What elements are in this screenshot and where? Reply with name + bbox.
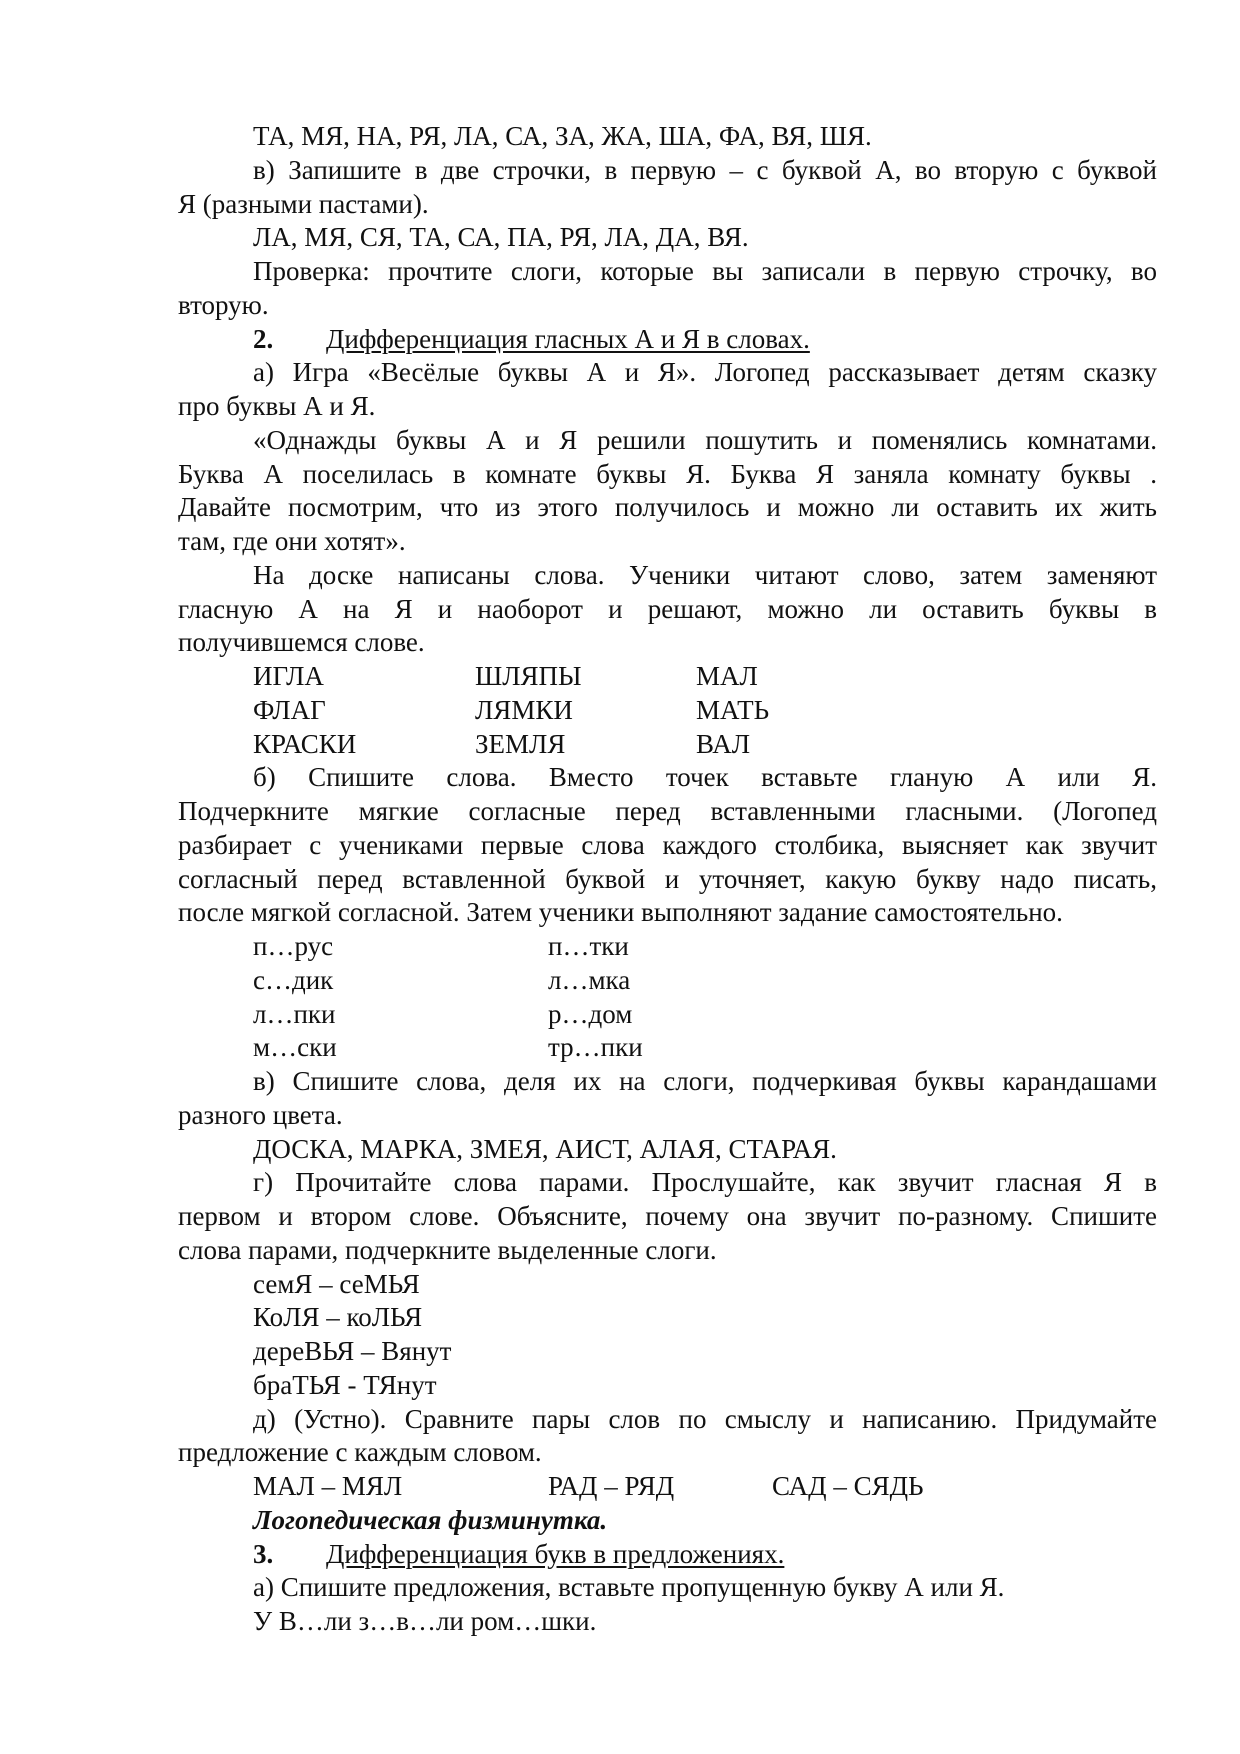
document-page — [178, 120, 1157, 1639]
word-row — [178, 660, 1157, 694]
text-line: ЛА, МЯ, СЯ, ТА, СА, ПА, РЯ, ЛА, ДА, ВЯ. — [253, 222, 749, 253]
section-heading — [178, 323, 1157, 357]
word-cell: л…пки — [253, 998, 336, 1029]
paragraph — [178, 1268, 1157, 1302]
paragraph — [178, 1166, 1157, 1267]
text-line: гласную А на Я и наоборот и решают, можно ли оставить буквы в — [178, 593, 1157, 624]
paragraph — [178, 424, 1157, 559]
paragraph — [178, 559, 1157, 660]
text-line: ТА, МЯ, НА, РЯ, ЛА, СА, ЗА, ЖА, ША, ФА, ВЯ, ШЯ. — [253, 121, 872, 151]
text-line: семЯ – сеМЬЯ — [253, 1268, 420, 1299]
text-line: браТЬЯ - ТЯнут — [253, 1369, 437, 1400]
text-line: «Однажды буквы А и Я решили пошутить и поменялись комнатами. — [253, 424, 1157, 455]
word-cell: ШЛЯПЫ — [475, 661, 582, 691]
word-cell: ЗЕМЛЯ — [475, 728, 566, 759]
paragraph — [178, 1335, 1157, 1369]
text-line: д) (Устно). Сравните пары слов по смыслу и написанию. Придумайте — [253, 1403, 1157, 1434]
paragraph — [178, 255, 1157, 323]
text-line: а) Спишите предложения, вставьте пропущенную букву А или Я. — [253, 1572, 1005, 1603]
word-table — [178, 660, 1157, 761]
text-line: вторую. — [178, 289, 269, 320]
word-row — [178, 930, 1157, 964]
paragraph — [178, 154, 1157, 222]
paragraph — [178, 1403, 1157, 1471]
paragraph — [178, 120, 1157, 154]
word-cell: КРАСКИ — [253, 728, 357, 759]
paragraph — [178, 1065, 1157, 1133]
word-cell: ЛЯМКИ — [475, 694, 573, 725]
text-line: там, где они хотят». — [178, 526, 406, 556]
text-line: а) Игра «Весёлые буквы А и Я». Логопед рассказывает детям сказку — [253, 357, 1157, 388]
word-cell: САД – СЯДЬ — [772, 1471, 924, 1501]
word-cell: ВАЛ — [696, 728, 751, 759]
text-line: Буква А поселилась в комнате буквы Я. Буква Я заняла комнату буквы . — [178, 458, 1157, 489]
word-row — [178, 694, 1157, 728]
word-cell: ФЛАГ — [253, 694, 326, 725]
section-number: 2. — [253, 323, 274, 354]
text-line: разбирает с учениками первые слова каждого столбика, выясняет как звучит — [178, 829, 1157, 860]
word-table — [178, 1470, 1157, 1504]
text-line: в) Спишите слова, деля их на слоги, подчеркивая буквы карандашами — [253, 1066, 1157, 1096]
text-line: в) Запишите в две строчки, в первую – с буквой А, во вторую с буквой — [253, 154, 1157, 185]
subheading: Логопедическая физминутка. — [253, 1504, 608, 1535]
paragraph — [178, 1301, 1157, 1335]
text-line: КоЛЯ – коЛЬЯ — [253, 1302, 423, 1333]
text-line: после мягкой согласной. Затем ученики выполняют задание самостоятельно. — [178, 897, 1063, 928]
word-cell: м…ски — [253, 1032, 337, 1063]
word-cell: РАД – РЯД — [548, 1471, 675, 1501]
paragraph — [178, 356, 1157, 424]
section-heading — [178, 1538, 1157, 1572]
word-cell: тр…пки — [548, 1032, 643, 1063]
text-line: про буквы А и Я. — [178, 391, 376, 421]
text-line: Проверка: прочтите слоги, которые вы записали в первую строчку, во — [253, 256, 1157, 286]
text-line: Я (разными пастами). — [178, 188, 429, 219]
paragraph — [178, 761, 1157, 930]
section-title: Дифференциация букв в предложениях. — [326, 1538, 785, 1569]
section-title: Дифференциация гласных А и Я в словах. — [326, 323, 810, 354]
text-line: получившемся слове. — [178, 627, 425, 658]
word-cell: МАТЬ — [696, 694, 770, 725]
word-row — [178, 1470, 1157, 1504]
word-row — [178, 998, 1157, 1032]
word-table — [178, 930, 1157, 1065]
text-line: б) Спишите слова. Вместо точек вставьте гланую А или Я. — [253, 762, 1157, 793]
paragraph — [178, 1369, 1157, 1403]
text-line: предложение с каждым словом. — [178, 1437, 542, 1468]
text-line: На доске написаны слова. Ученики читают слово, затем заменяют — [253, 559, 1157, 590]
text-line: слова парами, подчеркните выделенные слоги. — [178, 1234, 717, 1265]
word-cell: л…мка — [548, 964, 631, 995]
word-row — [178, 728, 1157, 762]
word-row — [178, 964, 1157, 998]
text-line: г) Прочитайте слова парами. Прослушайте, как звучит гласная Я в — [253, 1167, 1157, 1198]
paragraph — [178, 1571, 1157, 1605]
paragraph — [178, 1605, 1157, 1639]
word-cell: п…рус — [253, 931, 334, 961]
paragraph — [178, 1133, 1157, 1167]
paragraph — [178, 221, 1157, 255]
text-line: ДОСКА, МАРКА, ЗМЕЯ, АИСТ, АЛАЯ, СТАРАЯ. — [253, 1133, 837, 1164]
text-line: Давайте посмотрим, что из этого получилось и можно ли оставить их жить — [178, 492, 1157, 523]
text-line: дереВЬЯ – Вянут — [253, 1336, 452, 1366]
text-line: Подчеркните мягкие согласные перед вставленными гласными. (Логопед — [178, 796, 1157, 826]
text-line: первом и втором слове. Объясните, почему она звучит по-разному. Спишите — [178, 1201, 1157, 1231]
word-cell: ИГЛА — [253, 661, 324, 691]
text-line: разного цвета. — [178, 1099, 343, 1130]
word-cell: п…тки — [548, 931, 629, 961]
section-number: 3. — [253, 1538, 274, 1569]
word-cell: МАЛ – МЯЛ — [253, 1471, 403, 1501]
text-line: согласный перед вставленной буквой и уточняет, какую букву надо писать, — [178, 863, 1157, 894]
word-cell: р…дом — [548, 998, 633, 1029]
text-line: У В…ли з…в…ли ром…шки. — [253, 1606, 597, 1636]
word-row — [178, 1031, 1157, 1065]
word-cell: МАЛ — [696, 661, 758, 691]
word-cell: с…дик — [253, 964, 334, 995]
